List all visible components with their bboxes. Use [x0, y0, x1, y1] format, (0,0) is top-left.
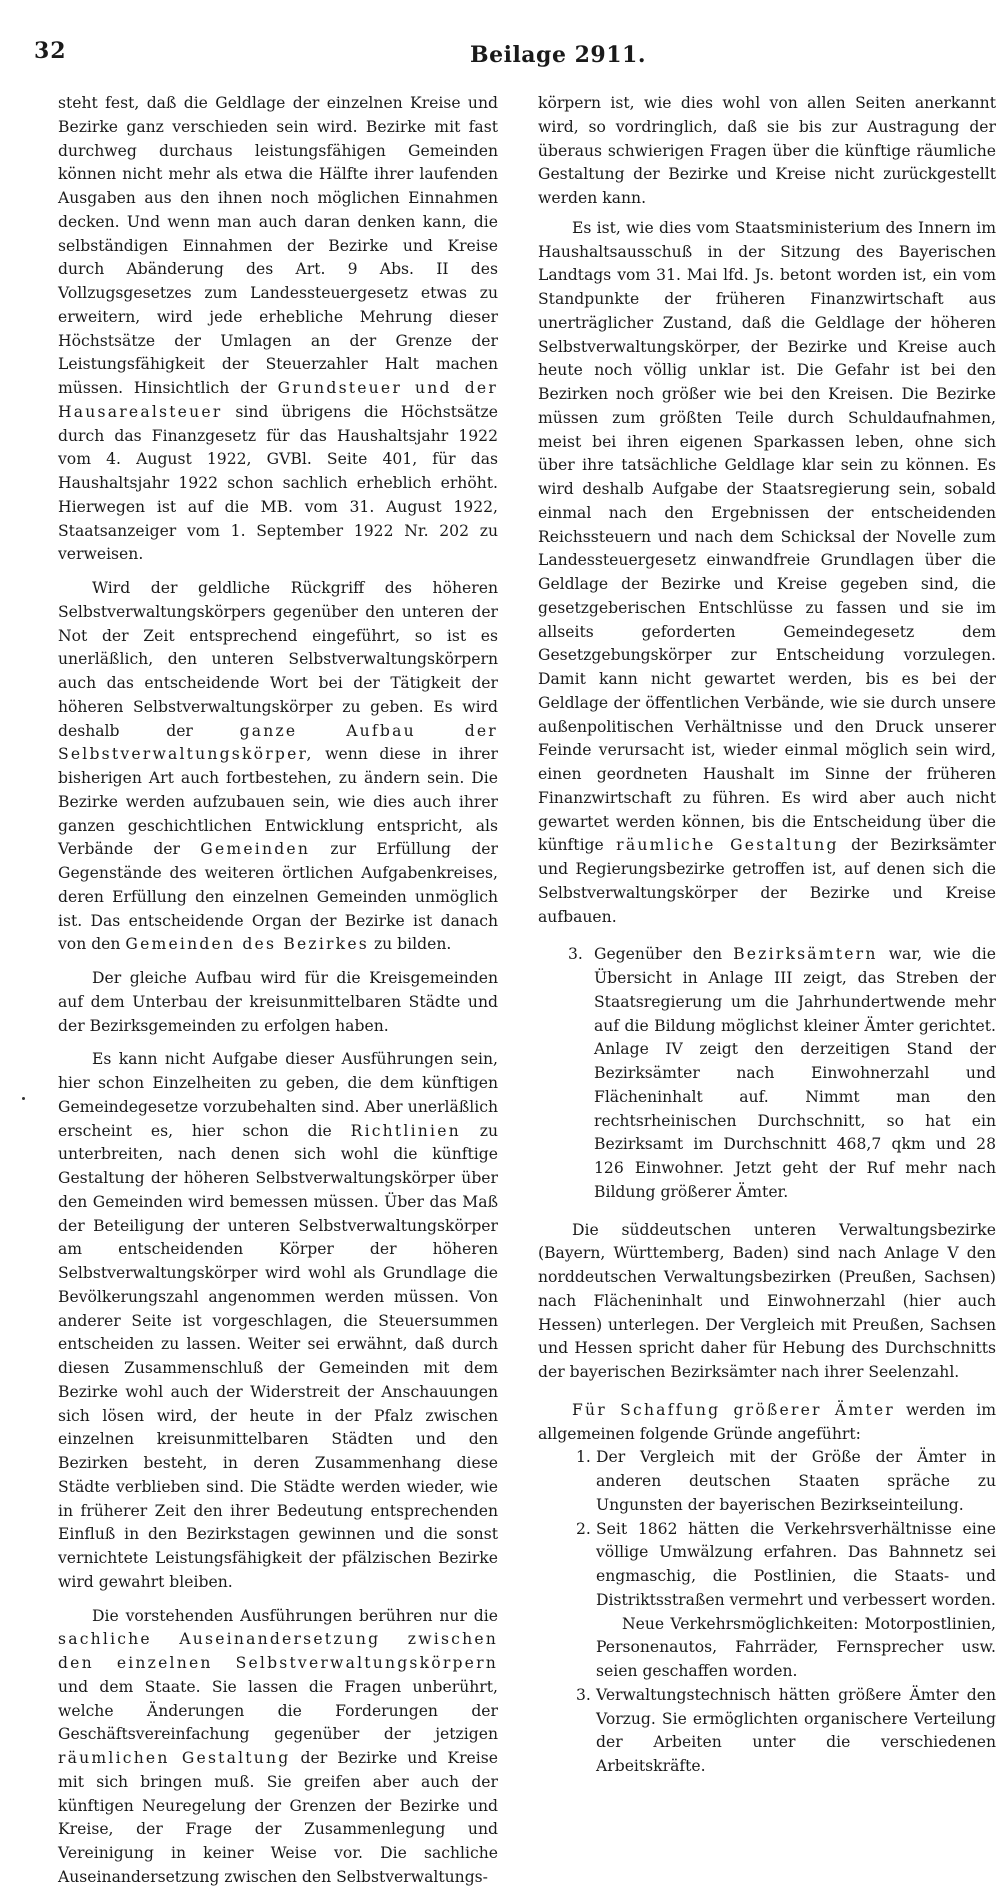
paragraph-text: steht fest, daß die Geldlage der einzelnen Kreise und Bezirke ganz verschieden sein wird. Bezirke mit fast durchweg durchaus leistungsfähigen Gemeinden können nicht mehr als etwa die Hälfte ihrer laufenden Ausgaben aus den ihnen noch möglichen Einnahmen decken. Und wenn man auch daran denken kann, die selbständigen Einnahmen der Bezirke und Kreise durch Abänderung des Art. 9 Abs. II des Vollzugsgesetzes zum Landessteuergesetz etwas zu erweitern, wird jede erhebliche Mehrung dieser Höchstsätze der Umlagen an der Grenze der Leistungsfähigkeit der Steuerzahler Halt machen müssen. Hinsichtlich der: [58, 94, 498, 397]
spaced-text: sachliche Auseinandersetzung zwischen den einzelnen Selbstverwaltungskörpern: [58, 1630, 498, 1672]
spaced-text: Für Schaffung größerer Ämter: [572, 1400, 895, 1419]
left-paragraph-4: [58, 1048, 498, 1594]
list-number: 2.: [576, 1519, 591, 1538]
list-number: 1.: [576, 1448, 591, 1467]
list-number: 3.: [576, 1685, 591, 1704]
paragraph-text: zu unterbreiten, nach denen sich wohl die künftige Gestaltung der höheren Selbstverwaltungskörper über den Gemeinden wird bemessen müssen. Über das Maß der Beteiligung der unteren Selbstverwaltungskörper am entscheidenden Körper der höheren Selbstverwaltungskörper wird wohl als Grundlage die Bevölkerungszahl angenommen werden müssen. Von anderer Seite ist vorgeschlagen, die Steuersummen entscheiden zu lassen. Weiter sei erwähnt, daß durch diesen Zusammenschluß der Gemeinden mit dem Bezirke wohl auch der Widerstreit der Anschauungen sich lösen wird, der heute in der Pfalz zwischen einzelnen kreisunmittelbaren Städten und den Bezirken besteht, in deren Zusammenhang diese Städte verblieben sind. Die Städte werden wieder, wie in früherer Zeit den ihrer Bedeutung entsprechenden Einfluß in den Bezirkstagen gewinnen und die sonst vernichtete Leistungsfähigkeit der pfälzischen Bezirke wird gewahrt bleiben.: [58, 1121, 499, 1591]
paragraph-text: der Bezirksämter und Regierungsbezirke getroffen ist, auf denen sich die Selbstverwaltungskörper der Bezirke und Kreise aufbauen.: [538, 836, 996, 926]
margin-mark: [22, 1097, 25, 1100]
paragraph-text: Gegenüber den: [594, 945, 722, 964]
right-paragraph-3: Die süddeutschen unteren Verwaltungsbezirke (Bayern, Württemberg, Baden) sind nach Anlage V den norddeutschen Verwaltungsbezirken (Preußen, Sachsen) nach Flächeninhalt und Einwohnerzahl (hier auch Hessen) unterlegen. Der Vergleich mit Preußen, Sachsen und Hessen spricht daher für Hebung des Durchschnitts der bayerischen Bezirksämter nach ihrer Seelenzahl.: [538, 1220, 996, 1381]
paragraph-text: sind übrigens die Höchstsätze durch das Finanzgesetz für das Haushaltsjahr 1922 vom 4. August 1922, GVBl. Seite 401, für das Haushaltsjahr 1922 schon sachlich erheblich erhöht. Hierwegen ist auf die MB. vom 31. August 1922, Staatsanzeiger vom 1. September 1922 Nr. 202 zu verweisen.: [58, 402, 498, 564]
spaced-text: Grundsteuer und der Hausarealsteuer: [58, 379, 498, 421]
list-item-2: [538, 1518, 996, 1684]
left-paragraph-5: [58, 1605, 498, 1890]
spaced-text: räumliche Gestaltung: [616, 836, 839, 855]
paragraph-text: Die vorstehenden Ausführungen berühren nur die: [92, 1606, 498, 1625]
list-text: Der Vergleich mit der Größe der Ämter in anderen deutschen Staaten spräche zu Ungunsten der bayerischen Bezirkseinteilung.: [596, 1448, 996, 1514]
paragraph-text: und dem Staate. Sie lassen die Fragen unberührt, welche Änderungen die Forderungen der Geschäftsvereinfachung gegenüber der jetzigen: [58, 1677, 498, 1744]
spaced-text: Bezirksämtern: [733, 945, 878, 964]
paragraph-text: zur Erfüllung der Gegenstände des weiteren örtlichen Aufgabenkreises, deren Erfüllung den einzelnen Gemeinden unmöglich ist. Das entscheidende Organ der Bezirke ist danach von den: [58, 840, 498, 954]
left-paragraph-2: [58, 577, 498, 957]
right-paragraph-4: [538, 1399, 996, 1447]
left-column: [58, 92, 498, 1890]
paragraph-text: zu bilden.: [373, 935, 452, 954]
list-text: Seit 1862 hätten die Verkehrsverhältnisse eine völlige Umwälzung erfahren. Das Bahnnetz sei engmaschig, die Postlinien, die Staats- und Distriktsstraßen vermehrt und verbessert worden.: [596, 1519, 996, 1609]
right-paragraph-1: körpern ist, wie dies wohl von allen Seiten anerkannt wird, so vordringlich, daß sie bis zur Austragung der überaus schwierigen Fragen über die künftige räumliche Gestaltung der Bezirke und Kreise nicht zurückgestellt werden kann.: [538, 94, 996, 207]
paragraph-text: wenn diese in ihrer bisherigen Art auch fortbestehen, zu ändern sein. Die Bezirke werden aufzubauen sein, wie dies auch ihrer ganzen geschichtlichen Entwicklung entspricht, als Verbände der: [58, 745, 498, 859]
spaced-text: Richtlinien: [350, 1121, 461, 1140]
paragraph-text: werden im allgemeinen folgende Gründe angeführt:: [538, 1400, 997, 1443]
spaced-text: räumlichen Gestaltung: [58, 1749, 291, 1767]
paragraph-text: war, wie die Übersicht in Anlage III zeigt, das Streben der Staatsregierung um die Jahrhundertwende mehr auf die Bildung möglichst kleiner Ämter gerichtet. Anlage IV zeigt den derzeitigen Stand der Bezirksämter nach Einwohnerzahl und Flächeninhalt auf. Nimmt man den rechtsrheinischen Durchschnitt, so hat ein Bezirksamt im Durchschnitt 468,7 qkm und 28 126 Einwohner. Jetzt geht der Ruf mehr nach Bildung größerer Ämter.: [594, 945, 996, 1201]
paragraph-text: der Bezirke und Kreise mit sich bringen muß. Sie greifen aber auch der künftigen Neuregelung der Grenzen der Bezirke und Kreise, der Frage der Zusammenlegung und Vereinigung in keiner Weise vor. Die sachliche Auseinandersetzung zwischen den Selbstverwaltungs-: [58, 1749, 498, 1886]
spaced-text: ganze Aufbau der Selbstverwaltungskörper,: [58, 721, 498, 764]
list-item-1: [538, 1446, 996, 1517]
page-number: 32: [34, 38, 67, 64]
paragraph-text: Es kann nicht Aufgabe dieser Ausführungen sein, hier schon Einzelheiten zu geben, die dem künftigen Gemeindegesetze vorzubehalten sind. Aber unerläßlich erscheint es, hier schon die: [58, 1050, 498, 1140]
list-text: Verwaltungstechnisch hätten größere Ämter den Vorzug. Sie ermöglichten organischere Verteilung der Arbeiten unter die verschiedenen Arbeitskräfte.: [596, 1685, 996, 1775]
spaced-text: Gemeinden: [200, 840, 311, 859]
page-header: [0, 0, 1000, 80]
numbered-section-3: [538, 943, 996, 1204]
right-paragraph-2: [538, 217, 996, 930]
running-head: Beilage 2911.: [470, 42, 646, 68]
paragraph-text: Es ist, wie dies vom Staatsministerium des Innern im Haushaltsausschuß in der Sitzung des Bayerischen Landtags vom 31. Mai lfd. Js. betont worden ist, ein vom Standpunkte der früheren Finanzwirtschaft aus unerträglicher Zustand, daß die Geldlage der höheren Selbstverwaltungskörper, der Bezirke und Kreise auch heute noch völlig unklar ist. Die Gefahr ist bei den Bezirken noch größer wie bei den Kreisen. Die Bezirke müssen zum größten Teile durch Schuldaufnahmen, meist bei ihren eigenen Sparkassen leben, ohne sich über ihre tatsächliche Geldlage klar sein zu können. Es wird deshalb Aufgabe der Staatsregierung sein, sobald einmal nach den Ergebnissen der entscheidenden Reichssteuern und nach dem Schicksal der Novelle zum Landessteuergesetz einwandfreie Grundlagen über die Geldlage der Bezirke und Kreise gegeben sind, die gesetzgeberischen Entschlüsse zu fassen und sie im allseits geforderten Gemeindegesetz dem Gesetzgebungskörper zur Entscheidung vorzulegen. Damit kann nicht gewartet werden, bis es bei der Geldlage der öffentlichen Verbände, wie sie durch unsere außenpolitischen Verhältnisse und den Druck unserer Feinde verursacht ist, wieder einmal möglich sein wird, einen geordneten Haushalt im Sinne der früheren Finanzwirtschaft zu führen. Es wird aber auch nicht gewartet werden können, bis die Entscheidung über die künftige: [538, 218, 996, 855]
left-paragraph-3: Der gleiche Aufbau wird für die Kreisgemeinden auf dem Unterbau der kreisunmittelbaren Städte und der Bezirksgemeinden zu erfolgen haben.: [58, 969, 498, 1035]
right-column: [538, 92, 996, 1779]
list-subparagraph: Neue Verkehrsmöglichkeiten: Motorpostlinien, Personenautos, Fahrräder, Fernsprecher usw. seien geschaffen worden.: [596, 1614, 996, 1680]
spaced-text: Gemeinden des Bezirkes: [125, 935, 369, 954]
paragraph-text: Wird der geldliche Rückgriff des höheren Selbstverwaltungskörpers gegenüber den unteren der Not der Zeit entsprechend eingeführt, so ist es unerläßlich, den unteren Selbstverwaltungskörpern auch das entscheidende Wort bei der Tätigkeit der höheren Selbstverwaltungskörper zu geben. Es wird deshalb der: [58, 579, 498, 740]
left-paragraph-1: [58, 92, 498, 567]
section-number: 3.: [568, 945, 583, 964]
list-item-3: [538, 1684, 996, 1779]
